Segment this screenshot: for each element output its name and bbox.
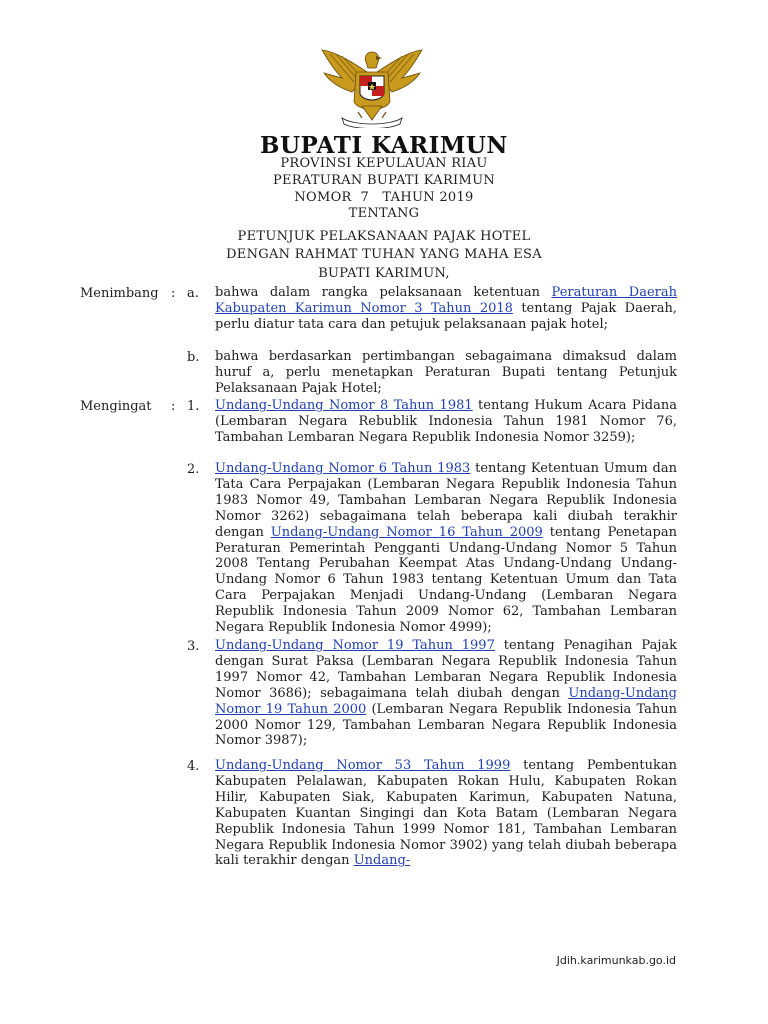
undang-continued-link[interactable]: Undang- [353, 853, 411, 869]
uu-16-2009-link[interactable]: Undang-Undang Nomor 16 Tahun 2009 [270, 524, 543, 540]
mengingat-3-text-1: tentang Penagihan Pajak dengan Surat Paksa (Lembaran Negara Republik Indonesia Tahun 1997 Nomor 42, Tambahan Lembaran Negara Republik Indonesia Nomor 3686); sebagaimana telah diubah dengan [215, 638, 677, 701]
mengingat-item-2 [215, 461, 677, 636]
grace-line: DENGAN RAHMAT TUHAN YANG MAHA ESA [226, 247, 542, 262]
province-line: PROVINSI KEPULAUAN RIAU [280, 156, 488, 171]
uu-8-1981-link[interactable]: Undang-Undang Nomor 8 Tahun 1981 [215, 398, 473, 413]
menimbang-colon: : [171, 286, 176, 301]
regulation-line: PERATURAN BUPATI KARIMUN [272, 173, 496, 188]
mengingat-marker-1: 1. [187, 399, 200, 414]
uu-53-1999-link[interactable]: Undang-Undang Nomor 53 Tahun 1999 [215, 758, 511, 773]
mengingat-colon: : [171, 399, 176, 414]
menimbang-item-b [215, 349, 677, 397]
page-title: BUPATI KARIMUN [260, 132, 508, 159]
uu-19-2000-link[interactable]: Undang-Undang Nomor 19 Tahun 2000 [215, 685, 677, 717]
menimbang-b-text: bahwa berdasarkan pertimbangan sebagaimana dimaksud dalam huruf a, perlu menetapkan Peraturan Bupati tentang Petunjuk Pelaksanaan Pajak Hotel; [215, 349, 677, 396]
mengingat-item-3 [215, 638, 677, 749]
uu-6-1983-link[interactable]: Undang-Undang Nomor 6 Tahun 1983 [215, 461, 471, 476]
uu-19-1997-link[interactable]: Undang-Undang Nomor 19 Tahun 1997 [215, 638, 495, 653]
about-line: TENTANG [348, 206, 420, 221]
number-line: NOMOR 7 TAHUN 2019 [294, 190, 474, 205]
menimbang-a-text-1: bahwa dalam rangka pelaksanaan ketentuan [215, 285, 552, 300]
subject-line: PETUNJUK PELAKSANAAN PAJAK HOTEL [237, 229, 531, 244]
mengingat-marker-3: 3. [187, 639, 200, 654]
garuda-emblem-icon [318, 46, 426, 128]
menimbang-a-text-2: tentang Pajak Daerah, perlu diatur tata cara dan petujuk pelaksanaan pajak hotel; [215, 300, 678, 332]
mengingat-marker-2: 2. [187, 462, 200, 477]
mengingat-item-1 [215, 398, 677, 446]
official-line: BUPATI KARIMUN, [318, 266, 450, 281]
footer-site: Jdih.karimunkab.go.id [556, 954, 676, 967]
perda-3-2018-link[interactable]: Peraturan Daerah Kabupaten Karimun Nomor 3 Tahun 2018 [215, 285, 678, 316]
mengingat-marker-4: 4. [187, 759, 200, 774]
mengingat-2-text-1: tentang Ketentuan Umum dan Tata Cara Perpajakan (Lembaran Negara Republik Indonesia Tahun 1983 Nomor 49, Tambahan Lembaran Negara Republik Indonesia Nomor 3262) sebagaimana telah beberapa kali diubah terakhir dengan [215, 461, 677, 540]
mengingat-item-4 [215, 758, 677, 869]
menimbang-marker-b: b. [187, 350, 200, 365]
mengingat-1-text: tentang Hukum Acara Pidana (Lembaran Negara Rebublik Indonesia Tahun 1981 Nomor 76, Tambahan Lembaran Negara Republik Indonesia Nomor 3259); [215, 398, 677, 445]
mengingat-3-text-2: (Lembaran Negara Republik Indonesia Tahun 2000 Nomor 129, Tambahan Lembaran Negara Republik Indonesia Nomor 3987); [215, 701, 677, 749]
menimbang-label: Menimbang [80, 286, 159, 301]
menimbang-marker-a: a. [187, 286, 199, 301]
menimbang-item-a [215, 285, 677, 333]
mengingat-label: Mengingat [80, 399, 152, 414]
mengingat-4-text: tentang Pembentukan Kabupaten Pelalawan, Kabupaten Rokan Hulu, Kabupaten Rokan Hilir, Kabupaten Siak, Kabupaten Karimun, Kabupaten Natuna, Kabupaten Kuantan Singingi dan Kota Batam (Lembaran Negara Republik Indonesia Tahun 1999 Nomor 181, Tambahan Lembaran Negara Republik Indonesia Nomor 3902) yang telah diubah beberapa kali terakhir dengan [215, 758, 677, 869]
mengingat-2-text-2: tentang Penetapan Peraturan Pemerintah Pengganti Undang-Undang Nomor 5 Tahun 2008 Tentang Perubahan Keempat Atas Undang-Undang Undang-Undang Nomor 6 Tahun 1983 tentang Ketentuan Umum dan Tata Cara Perpajakan Menjadi Undang-Undang (Lembaran Negara Republik Indonesia Tahun 2009 Nomor 62, Tambahan Lembaran Negara Republik Indonesia Nomor 4999); [215, 524, 677, 636]
